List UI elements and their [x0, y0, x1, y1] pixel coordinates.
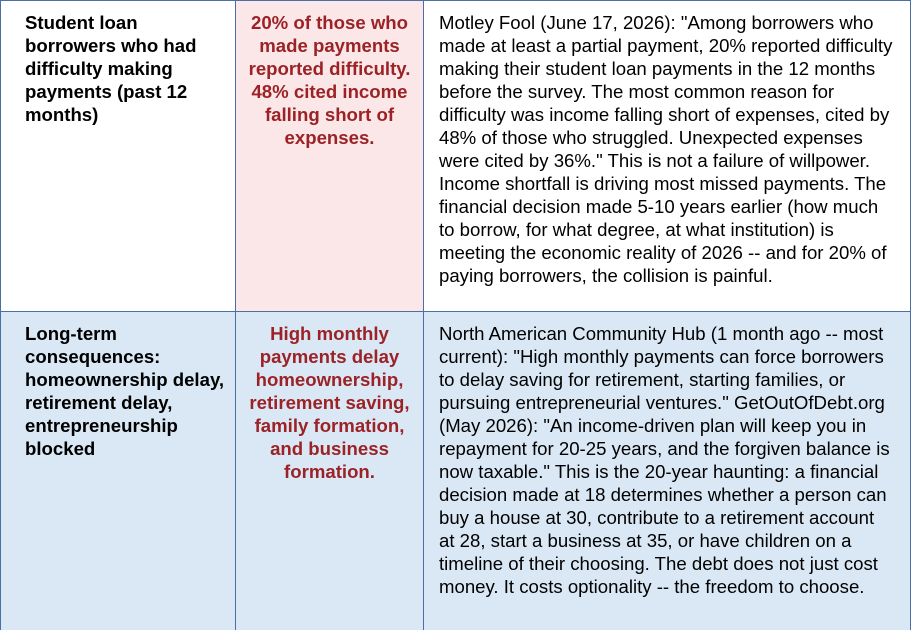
row-source-text: Motley Fool (June 17, 2026): "Among borrowers who made at least a partial payment, 20% reported difficulty making their student loan payments in the 12 months before the survey. The most common reason for difficulty was income falling short of expenses, cited by 48% of those who struggled. Unexpected expenses were cited by 36%." This is not a failure of willpower. Income shortfall is driving most missed payments. The financial decision made 5-10 years earlier (how much to borrow, for what degree, at what institution) is meeting the economic reality of 2026 -- and for 20% of paying borrowers, the collision is painful. — [424, 1, 911, 312]
row-label: Long-term consequences: homeownership delay, retirement delay, entrepreneurship blocked — [1, 312, 236, 631]
table-row — [1, 312, 911, 631]
row-label: Student loan borrowers who had difficulty making payments (past 12 months) — [1, 1, 236, 312]
row-finding: 20% of those who made payments reported difficulty. 48% cited income falling short of expenses. — [236, 1, 424, 312]
table-row — [1, 1, 911, 312]
row-finding: High monthly payments delay homeownership, retirement saving, family formation, and business formation. — [236, 312, 424, 631]
row-source-text: North American Community Hub (1 month ago -- most current): "High monthly payments can force borrowers to delay saving for retirement, starting families, or pursuing entrepreneurial ventures." GetOutOfDebt.org (May 2026): "An income-driven plan will keep you in repayment for 20-25 years, and the forgiven balance is now taxable." This is the 20-year haunting: a financial decision made at 18 determines whether a person can buy a house at 30, contribute to a retirement account at 28, start a business at 35, or have children on a timeline of their choosing. The debt does not just cost money. It costs optionality -- the freedom to choose. — [424, 312, 911, 631]
